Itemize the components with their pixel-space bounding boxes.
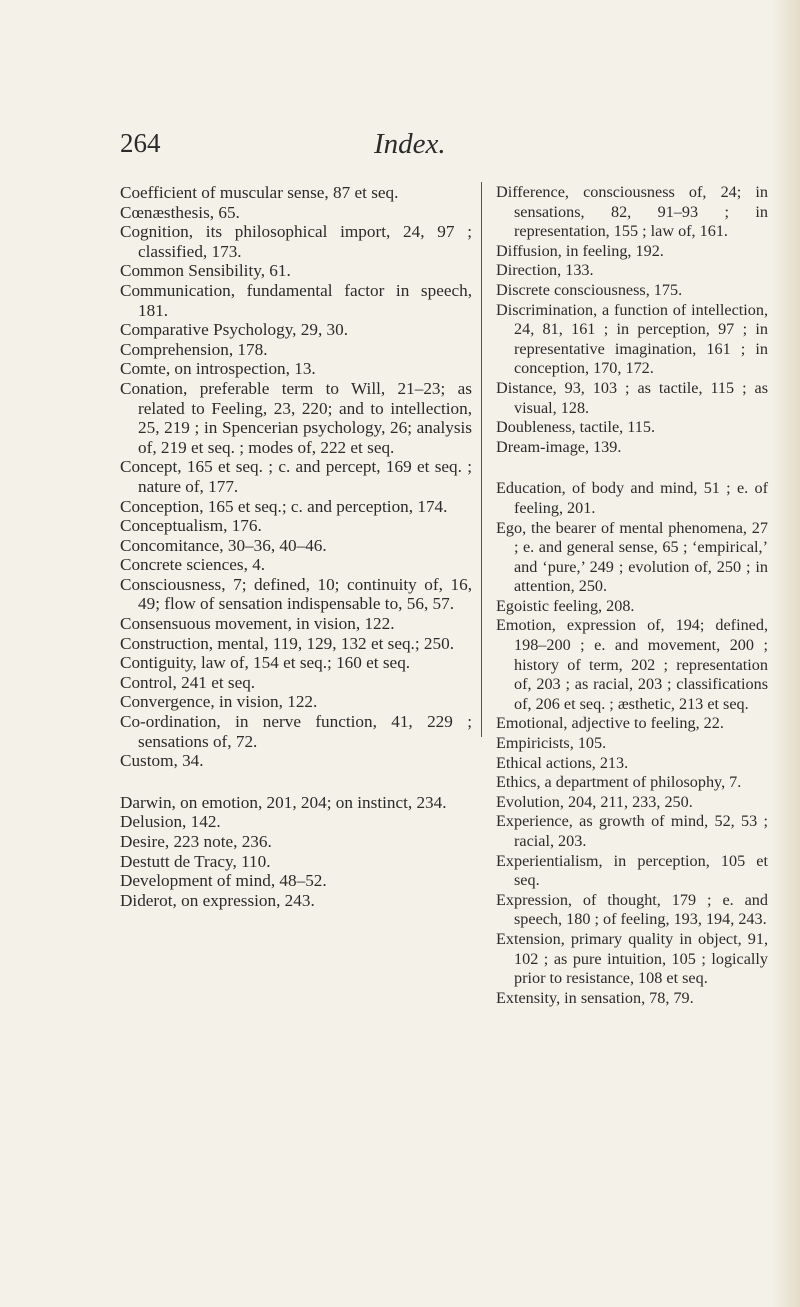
index-entry: Discrimination, a function of intellection, 24, 81, 161 ; in perception, 97 ; in representative imagination, 161 ; in conception, 170, 172. xyxy=(496,300,768,378)
index-entry: Direction, 133. xyxy=(496,261,594,280)
index-entry: Delusion, 142. xyxy=(120,812,221,832)
index-entry: Conceptualism, 176. xyxy=(120,516,262,536)
index-entry: Construction, mental, 119, 129, 132 et seq.; 250. xyxy=(120,633,455,653)
index-entry: Ethics, a department of philosophy, 7. xyxy=(496,773,742,792)
index-entry: Comprehension, 178. xyxy=(120,339,268,359)
index-entry: Dream-image, 139. xyxy=(496,437,622,456)
index-entry: Ego, the bearer of mental phenomena, 27 ; e. and general sense, 65 ; ‘empirical,’ and ‘pure,’ 249 ; evolution of, 250 ; in attention, 250. xyxy=(496,518,768,596)
index-entry: Education, of body and mind, 51 ; e. of feeling, 201. xyxy=(496,479,768,517)
column-divider xyxy=(481,182,482,737)
running-title: Index. xyxy=(374,128,446,160)
index-entry: Emotional, adjective to feeling, 22. xyxy=(496,714,724,733)
index-entry: Extension, primary quality in object, 91, 102 ; as pure intuition, 105 ; logically prior to resistance, 108 et seq. xyxy=(496,929,768,988)
index-entry: Communication, fundamental factor in speech, 181. xyxy=(120,280,472,320)
index-entry: Consciousness, 7; defined, 10; continuity of, 16, 49; flow of sensation indispensable to, 56, 57. xyxy=(120,574,472,614)
index-entry: Control, 241 et seq. xyxy=(120,672,256,692)
index-entry: Difference, consciousness of, 24; in sensations, 82, 91–93 ; in representation, 155 ; law of, 161. xyxy=(496,183,768,241)
page-edge-shadow xyxy=(772,0,800,1307)
index-entry: Emotion, expression of, 194; defined, 198–200 ; e. and movement, 200 ; history of term, 202 ; representation of, 203 ; as racial, 203 ; classifications of, 206 et seq. ; æsthetic, 213 et seq. xyxy=(496,616,768,713)
index-entry: Evolution, 204, 211, 233, 250. xyxy=(496,792,693,811)
index-entry: Concept, 165 et seq. ; c. and percept, 169 et seq. ; nature of, 177. xyxy=(120,457,472,496)
index-entry: Comparative Psychology, 29, 30. xyxy=(120,320,349,340)
index-entry: Coefficient of muscular sense, 87 et seq. xyxy=(120,183,399,202)
index-entry: Empiricists, 105. xyxy=(496,734,607,753)
index-entry: Conation, preferable term to Will, 21–23; as related to Feeling, 23, 220; and to intellection, 25, 219 ; in Spencerian psychology, 26; analysis of, 219 et seq. ; modes of, 222 et seq. xyxy=(120,378,472,457)
index-entry: Distance, 93, 103 ; as tactile, 115 ; as visual, 128. xyxy=(496,378,768,417)
index-entry: Co-ordination, in nerve function, 41, 229 ; sensations of, 72. xyxy=(120,712,472,751)
letter-section-gap xyxy=(496,457,768,479)
index-entry: Doubleness, tactile, 115. xyxy=(496,418,655,437)
index-entry: Desire, 223 note, 236. xyxy=(120,832,272,851)
letter-section-gap xyxy=(120,771,472,793)
index-column-right xyxy=(496,183,768,1008)
index-entry: Common Sensibility, 61. xyxy=(120,261,291,281)
index-entry: Cognition, its philosophical import, 24, 97 ; classified, 173. xyxy=(120,222,472,261)
index-entry: Diderot, on expression, 243. xyxy=(120,890,315,910)
index-column-left xyxy=(120,183,472,910)
index-entry: Custom, 34. xyxy=(120,751,204,771)
index-entry: Expression, of thought, 179 ; e. and speech, 180 ; of feeling, 193, 194, 243. xyxy=(496,890,768,929)
index-entry: Ethical actions, 213. xyxy=(496,753,629,772)
index-entry: Diffusion, in feeling, 192. xyxy=(496,241,664,260)
index-entry: Destutt de Tracy, 110. xyxy=(120,851,271,871)
page-number: 264 xyxy=(120,128,161,158)
page-header xyxy=(120,128,740,168)
index-entry: Concrete sciences, 4. xyxy=(120,555,266,575)
index-entry: Extensity, in sensation, 78, 79. xyxy=(496,988,694,1007)
index-entry: Concomitance, 30–36, 40–46. xyxy=(120,535,327,555)
index-entry: Experientialism, in perception, 105 et seq. xyxy=(496,851,768,890)
index-entry: Contiguity, law of, 154 et seq.; 160 et seq. xyxy=(120,653,411,673)
index-entry: Convergence, in vision, 122. xyxy=(120,692,318,712)
index-entry: Darwin, on emotion, 201, 204; on instinct, 234. xyxy=(120,792,447,812)
index-entry: Conception, 165 et seq.; c. and perception, 174. xyxy=(120,496,448,516)
index-entry: Development of mind, 48–52. xyxy=(120,871,327,891)
index-entry: Egoistic feeling, 208. xyxy=(496,596,635,615)
index-entry: Discrete consciousness, 175. xyxy=(496,280,683,299)
index-entry: Cœnæsthesis, 65. xyxy=(120,202,240,222)
index-entry: Experience, as growth of mind, 52, 53 ; racial, 203. xyxy=(496,812,768,850)
index-entry: Consensuous movement, in vision, 122. xyxy=(120,614,395,634)
index-entry: Comte, on introspection, 13. xyxy=(120,359,316,379)
